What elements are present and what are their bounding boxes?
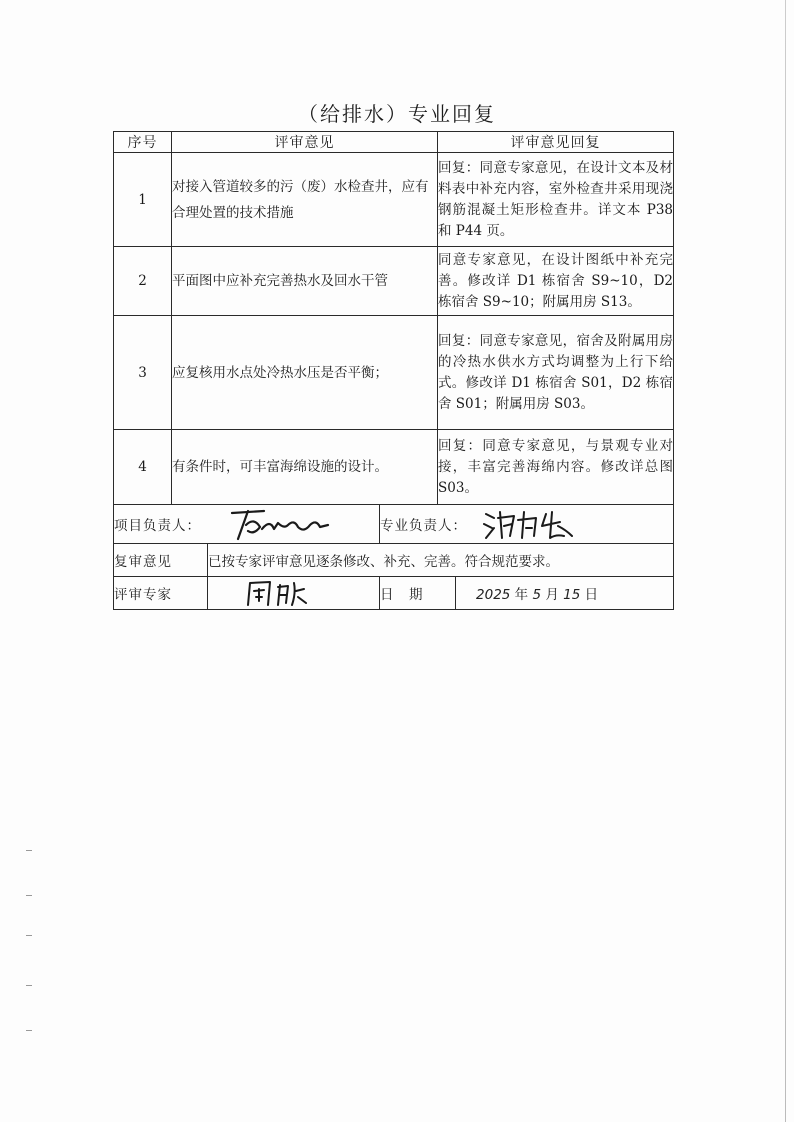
row-opinion: 对接入管道较多的污（废）水检查井，应有合理处置的技术措施	[172, 153, 438, 247]
recheck-text: 已按专家评审意见逐条修改、补充、完善。符合规范要求。	[208, 544, 674, 577]
date-day: 15	[563, 587, 581, 603]
recheck-label: 复审意见	[114, 544, 208, 577]
expert-label: 评审专家	[114, 577, 208, 610]
table-row	[114, 247, 674, 316]
row-opinion: 应复核用水点处冷热水压是否平衡；	[172, 316, 438, 430]
header-opinion: 评审意见	[172, 132, 438, 153]
scan-mark	[26, 850, 32, 851]
scan-mark	[26, 985, 32, 986]
project-lead-label: 项目负责人：	[114, 518, 201, 534]
row-reply: 同意专家意见，在设计图纸中补充完善。修改详 D1 栋宿舍 S9~10，D2 栋宿舍 S9~10；附属用房 S13。	[438, 247, 674, 316]
discipline-lead-cell	[380, 505, 674, 544]
row-number: 2	[114, 247, 172, 316]
project-lead-cell	[114, 505, 380, 544]
recheck-row	[114, 544, 674, 577]
table-row	[114, 316, 674, 430]
row-number: 1	[114, 153, 172, 247]
expert-signature	[242, 577, 312, 609]
scan-mark	[26, 895, 32, 896]
table-row	[114, 430, 674, 505]
project-lead-signature	[224, 507, 334, 541]
row-number: 4	[114, 430, 172, 505]
row-reply: 回复：同意专家意见，与景观专业对接，丰富完善海绵内容。修改详总图 S03。	[438, 430, 674, 505]
scan-edge	[785, 0, 786, 1122]
date-month: 5	[532, 587, 542, 603]
row-opinion: 有条件时，可丰富海绵设施的设计。	[172, 430, 438, 505]
row-opinion: 平面图中应补充完善热水及回水干管	[172, 247, 438, 316]
date-year: 2025	[476, 587, 511, 603]
date-month-suffix: 月	[545, 587, 559, 603]
date-day-suffix: 日	[584, 587, 599, 603]
expert-row	[114, 577, 674, 610]
review-table	[113, 131, 674, 610]
page-title: （给排水）专业回复	[298, 102, 496, 126]
signature-row	[114, 505, 674, 544]
date-value	[456, 577, 674, 610]
date-label: 日 期	[380, 577, 456, 610]
discipline-lead-label: 专业负责人：	[380, 518, 467, 534]
table-row	[114, 153, 674, 247]
scan-mark	[26, 1030, 32, 1031]
discipline-lead-signature	[480, 506, 580, 542]
row-reply: 回复：同意专家意见，在设计文本及材料表中补充内容，室外检查井采用现浇钢筋混凝土矩形检查井。详文本 P38 和 P44 页。	[438, 153, 674, 247]
row-number: 3	[114, 316, 172, 430]
header-reply: 评审意见回复	[438, 132, 674, 153]
date-year-suffix: 年	[514, 587, 529, 603]
expert-signature-cell	[208, 577, 380, 610]
header-no: 序号	[114, 132, 172, 153]
header-row	[114, 132, 674, 153]
scan-mark	[26, 935, 32, 936]
row-reply: 回复：同意专家意见，宿舍及附属用房的冷热水供水方式均调整为上行下给式。修改详 D1 栋宿舍 S01，D2 栋宿舍 S01；附属用房 S03。	[438, 316, 674, 430]
